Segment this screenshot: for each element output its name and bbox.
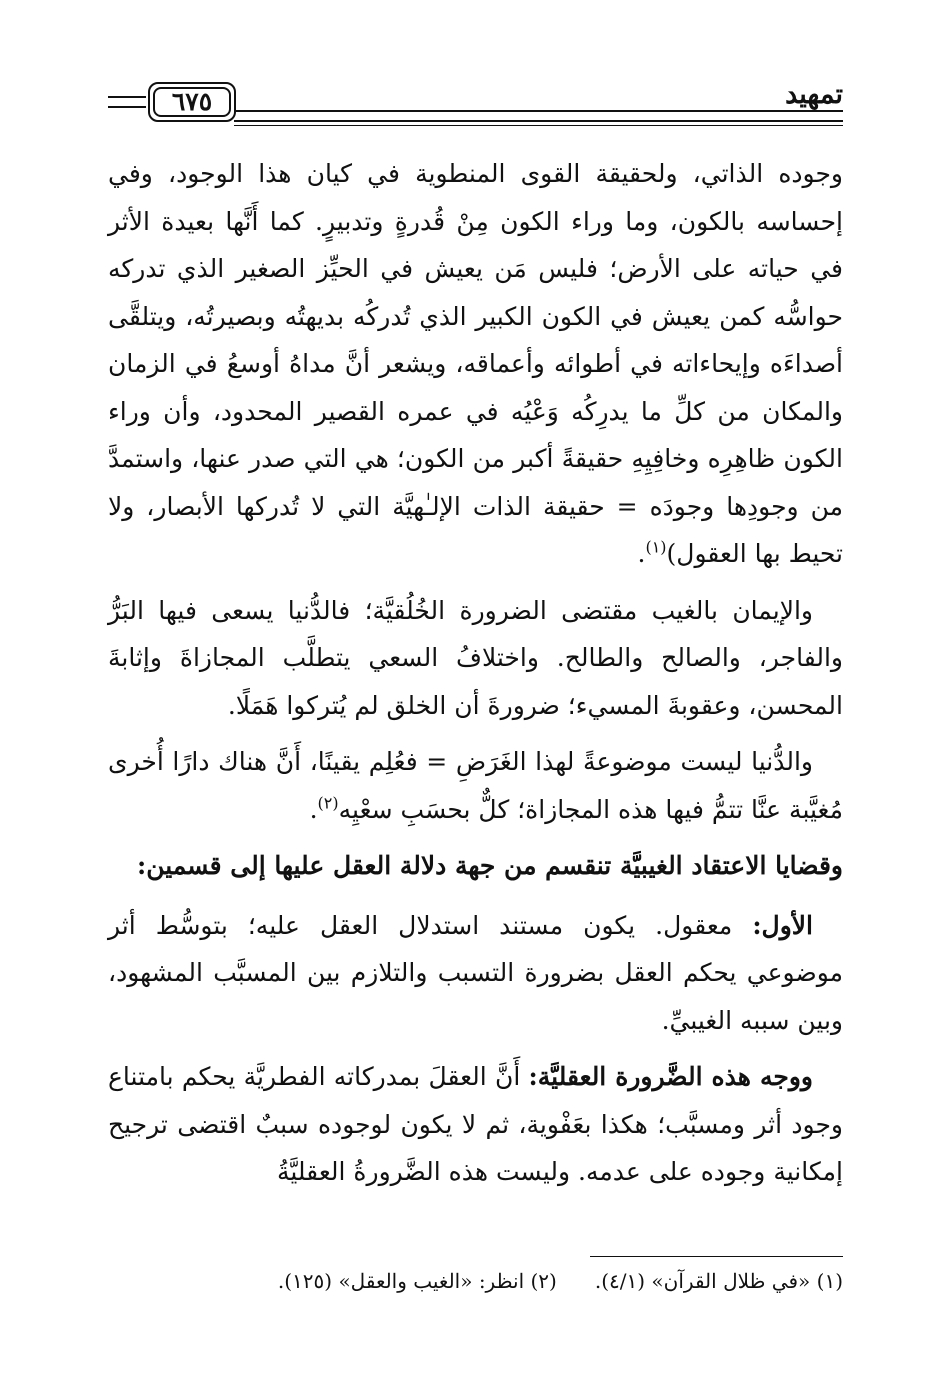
paragraph-3 (108, 738, 843, 833)
paragraph-3-text: والدُّنيا ليست موضوعةً لهذا الغَرَضِ = فعُلِم يقينًا، أَنَّ هناك دارًا أُخرى مُغيَّبة عنَّا تتمُّ فيها هذه المجازاة؛ كلٌّ بحسَبِ سعْيِه (108, 747, 843, 824)
paragraph-5 (108, 902, 843, 1045)
footnotes (108, 1266, 843, 1296)
page-number: ٦٧٥ (171, 86, 213, 116)
header-rule-thin (234, 125, 843, 126)
body-text (108, 150, 843, 1205)
footnote-separator (590, 1256, 843, 1257)
paragraph-5-lead: الأول: (752, 910, 813, 940)
paragraph-1 (108, 150, 843, 578)
paragraph-5-text: معقول. يكون مستند استدلال العقل عليه؛ بتوسُّط أثر موضوعي يحكم العقل بضرورة التسبب والتلازم بين المسبَّب المشهود، وبين سببه الغيبيِّ. (108, 910, 843, 1035)
page-header (108, 78, 843, 134)
footnote-1: (١) «في ظلال القرآن» (٤/١). (594, 1269, 843, 1293)
section-title: تمهيد (785, 79, 843, 110)
paragraph-4-heading: وقضايا الاعتقاد الغيبيَّة تنقسم من جهة دلالة العقل عليها إلى قسمين: (137, 851, 843, 880)
paragraph-6-text: أَنَّ العقلَ بمدركاته الفطريَّة يحكم بامتناع وجود أثر ومسبَّب؛ هكذا بعَفْوية، ثم لا يكون لوجوده سببٌ اقتضى ترجيح إمكانية وجوده على عدمه. وليست هذه الضَّرورةُ العقليَّةُ (108, 1062, 843, 1186)
paragraph-1-text: وجوده الذاتي، ولحقيقة القوى المنطوية في كيان هذا الوجود، وفي إحساسه بالكون، وما وراء الكون مِنْ قُدرةٍ وتدبيرٍ. كما أَنَّها بعيدة الأثر في حياته على الأرض؛ فليس مَن يعيش في الحيِّز الصغير الذي تدركه حواسُّه كمن يعيش في الكون الكبير الذي تُدركُه بديهتُه وبصيرتُه، ويتلقَّى أصداءَه وإيحاءاته في أطوائه وأعماقه، ويشعر أنَّ مداهُ أوسعُ في الزمان والمكان من كلِّ ما يدرِكُه وَعْيُه في عمره القصير المحدود، وأن وراء الكون ظاهِرِه وخافِيِهِ حقيقةً أكبر من الكون؛ هي التي صدر عنها، واستمدَّ من وجودِها وجودَه = حقيقة الذات الإلـٰهيَّة التي لا تُدركها الأبصار، ولا تحيط بها العقول) (108, 159, 843, 568)
header-rule-double (234, 110, 843, 122)
header-rule-left (108, 96, 146, 108)
footnote-2: (٢) انظر: «الغيب والعقل» (١٢٥). (277, 1269, 557, 1293)
footnote-ref-2[interactable]: (٢) (317, 793, 339, 813)
paragraph-3-end: . (309, 794, 318, 824)
footnote-ref-1[interactable]: (١) (645, 537, 667, 557)
paragraph-6 (108, 1053, 843, 1196)
page-number-frame (148, 82, 236, 122)
paragraph-2: والإيمان بالغيب مقتضى الضرورة الخُلُقيَّة؛ فالدُّنيا يسعى فيها البَرُّ والفاجر، والصالح والطالح. واختلافُ السعي يتطلَّب المجازاةَ وإثابةَ المحسن، وعقوبةَ المسيء؛ ضرورةَ أن الخلق لم يُتركوا هَمَلًا. (108, 595, 843, 720)
paragraph-6-lead: ووجه هذه الضَّرورة العقليَّة: (528, 1062, 813, 1091)
paragraph-1-end: . (637, 539, 646, 568)
